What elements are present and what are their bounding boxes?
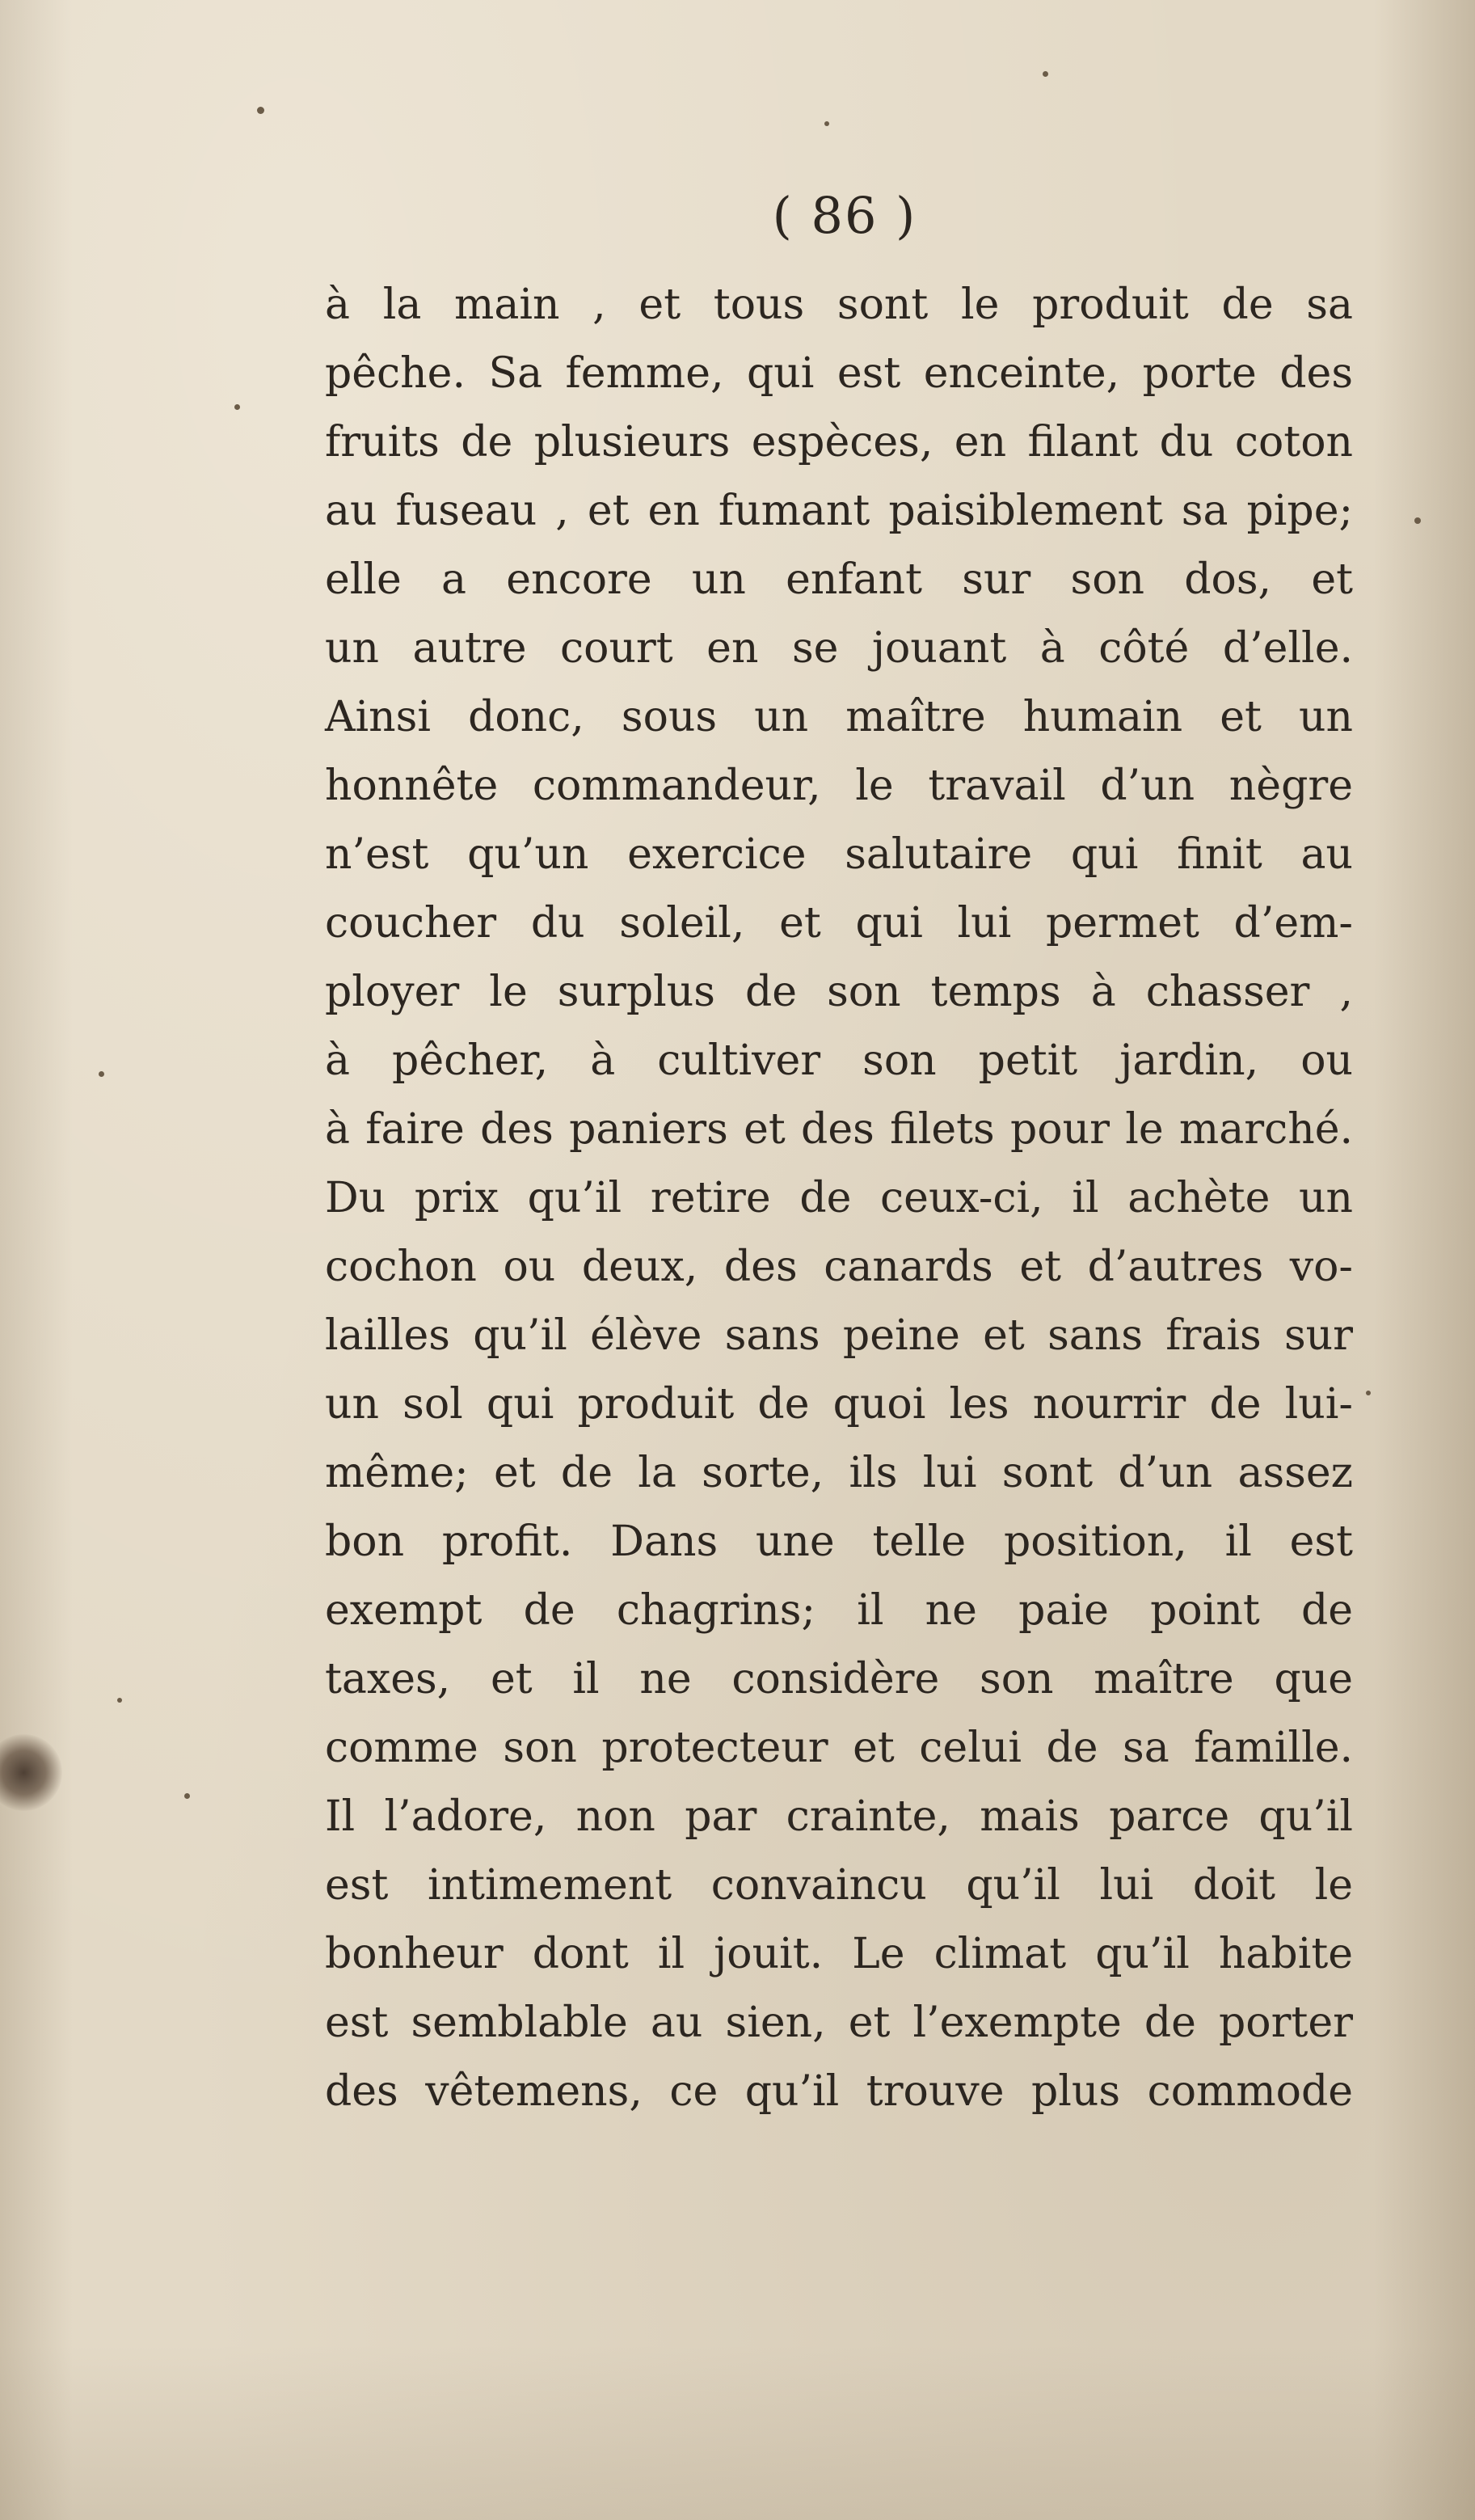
text-line: même; et de la sorte, ils lui sont d’un assez: [325, 1449, 1353, 1497]
body-text: [325, 271, 1353, 2126]
text-line: est semblable au sien, et l’exempte de porter: [325, 1999, 1353, 2047]
paper-speck: [1043, 71, 1048, 77]
text-line: Ainsi donc, sous un maître humain et un: [325, 693, 1353, 741]
page-number: ( 86 ): [772, 186, 917, 245]
text-line: pêche. Sa femme, qui est enceinte, porte des: [325, 349, 1353, 398]
text-line: Il l’adore, non par crainte, mais parce qu’il: [325, 1792, 1353, 1841]
text-line: à faire des paniers et des filets pour le marché.: [325, 1105, 1353, 1154]
paper-speck: [117, 1698, 122, 1703]
text-line: elle a encore un enfant sur son dos, et: [325, 555, 1353, 604]
text-line: comme son protecteur et celui de sa famille.: [325, 1724, 1353, 1772]
text-line: des vêtemens, ce qu’il trouve plus commode: [325, 2067, 1353, 2116]
paper-speck: [824, 121, 829, 126]
paper-speck: [234, 404, 240, 410]
text-line: n’est qu’un exercice salutaire qui finit au: [325, 830, 1353, 879]
text-line: fruits de plusieurs espèces, en filant du coton: [325, 418, 1353, 466]
paper-speck: [1366, 1391, 1371, 1395]
text-line: taxes, et il ne considère son maître que: [325, 1655, 1353, 1703]
text-line: bon profit. Dans une telle position, il est: [325, 1517, 1353, 1566]
text-line: cochon ou deux, des canards et d’autres vo-: [325, 1243, 1353, 1291]
paper-speck: [184, 1793, 190, 1799]
text-line: à la main , et tous sont le produit de sa: [325, 281, 1353, 329]
text-line: un autre court en se jouant à côté d’elle.: [325, 624, 1353, 673]
text-line: exempt de chagrins; il ne paie point de: [325, 1586, 1353, 1635]
text-line: un sol qui produit de quoi les nourrir de lui-: [325, 1380, 1353, 1429]
text-line: honnête commandeur, le travail d’un nègre: [325, 762, 1353, 810]
text-line: ployer le surplus de son temps à chasser ,: [325, 968, 1353, 1016]
text-line: au fuseau , et en fumant paisiblement sa pipe;: [325, 487, 1353, 535]
paper-speck: [257, 107, 264, 114]
text-line: coucher du soleil, et qui lui permet d’em-: [325, 899, 1353, 948]
text-line: Du prix qu’il retire de ceux-ci, il achète un: [325, 1174, 1353, 1222]
text-line: à pêcher, à cultiver son petit jardin, ou: [325, 1036, 1353, 1085]
text-line: lailles qu’il élève sans peine et sans frais sur: [325, 1311, 1353, 1360]
paper-speck: [1414, 517, 1421, 524]
text-line: bonheur dont il jouit. Le climat qu’il habite: [325, 1930, 1353, 1978]
text-line: est intimement convaincu qu’il lui doit le: [325, 1861, 1353, 1910]
paper-speck: [99, 1071, 104, 1077]
